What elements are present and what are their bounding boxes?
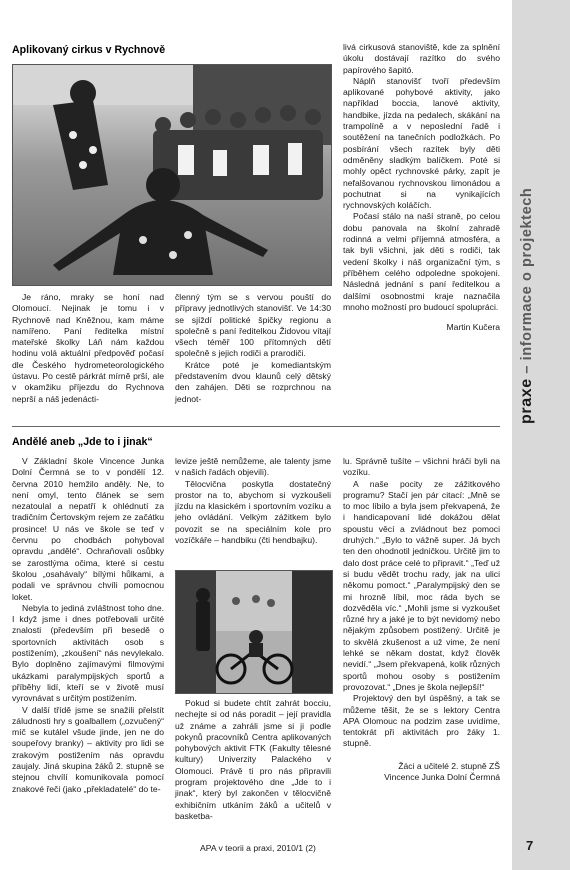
section-lead: praxe [518,378,535,425]
circus-photo-image [13,65,331,285]
article2-col2-p1: levize ještě nemůžeme, ale talenty jsme v našich řadách objevili). [175,456,331,478]
article2-title: Andělé aneb „Jde to i jinak“ [12,436,153,448]
article2-col3-p2: A naše pocity ze zážitkového programu? Stačí jen pár citací: „Mně se to moc líbilo a byla jsem překvapená, že i handicapovaní lidé dokážou dělat spoustu věcí a zvládnout bez pomoci druhých.“ „Bylo to vážně super. Já bych ten den ohodnotil jedničkou. Určitě jim to dalo dost práce celé to připravit.“ „Teď už si budu vědět trochu rady, jak na ulici někomu pomoct.“ „Paralympijský den se mi hrozně líbil, moc ráda bych se dozvěděla víc.“ „Mohli jsme si vyzkoušet různé hry a jaké je to být nevidomý nebo nějakým způsobem postižený. Určitě je to skvělá zkušenost a už vime, že není lehké se někam dostat, když člověk nevidí.“ „Jsem překvapená, kolik různých sportů mohou osoby s postižením provozovat.“ „Dnes je škola nejlepší!“ [343,478,500,692]
article2-column3 [343,456,500,783]
article2-col3-p3: Projektový den byl úspěšný, a tak se můžeme těšit, že se s lektory Centra APA Olomouc na podzim zase uvidíme, tentokrát při aktivitách pro žáky 1. stupně. [343,693,500,749]
article1-author: Martin Kučera [446,322,500,333]
article2-column2-bottom [175,698,331,822]
article1-column1 [12,292,164,405]
article2-col3-p1: lu. Správně tušíte – všichni hráči byli na vozíku. [343,456,500,478]
section-label [518,186,564,426]
article1-col3-p1: livá cirkusová stanoviště, kde za splnění úkolu dostávají razítko do svého papírového šapitó. [343,42,500,75]
section-rest: – informace o projektech [519,187,535,379]
article2-col2-p2: Tělocvična poskytla dostatečný prostor na to, abychom si vyzkoušeli jízdu na klasickém i sportovním vozíku a jeho ovládání. Velkým zážitkem bylo povozit se na speciálním kole pro vozíčkáře – handbiku (čti hendbajku). [175,478,331,546]
circus-photo [12,64,332,286]
article1-col3-p2: Náplň stanovišť tvoří především aplikované pohybové aktivity, jako například boccia, lanové aktivity, handbike, jízda na pedalech, skákání na trampolíně a v neposlední řadě i soutěžení na tanečních podložkách. Po posbírání všech razítek byly děti odměněny sladkým balíčkem. Poté si mohly opěct rychnovské párky, zapít je nefalšovanou rychnovskou limonádou a pochutnat si na vynikajících rychnovských koláčích. [343,75,500,211]
journal-footer: APA v teorii a praxi, 2010/1 (2) [200,843,316,853]
article1-col1-p1: Je ráno, mraky se honí nad Olomoucí. Nejinak je tomu i v Rychnově nad Kněžnou, kam máme namířeno. Paní ředitelka místní mateřské školky Láň nám každou hodinu volá aktuální předpověď počasí dle Českého hydrometeorologického ústavu. Po cestě párkrát mírně prší, ale v okamžiku příjezdu do Rychnova neprší a náš jedenácti- [12,292,164,404]
article1-col2-p1: členný tým se s vervou pouští do přípravy jednotlivých stanovišť. Ve 14:30 se sjíždí politické špičky regionu a společně s paní ředitelkou Židovou vítají všech téměř 100 přítomných dětí společně s jejich rodiči a prarodiči. [175,292,331,359]
article2-col1-p1: V Základní škole Vincence Junka Dolní Čermná se to v pondělí 12. června 2010 hemžilo anděly. Ne, to není omyl, tento článek se sem nezatoulal a nepatří k ohlédnutí za tradičním Čertovským rejem ze začátku prosince! U nás ve škole se teď v červnu po chodbách pohyboval opravdu „andělé“. Ochraňovali osůbky se zarostlýma očima, které si cestu školou „osahávaly“ bílými hůlkami, a podali ve správnou chvíli pomocnou loket. [12,456,164,602]
article2-column1 [12,456,164,795]
article2-col1-p2: Nebyla to jediná zvláštnost toho dne. I když jsme i dnes potřebovali určité znalosti (především při besedě o sportovních aktivitách osob s postižením), „zkoušení“ nás nevylekalo. Bylo doplněno zajímavými filmovými ukázkami paralympijských sportů a příběhy lidí, kteří se v životě musí vyrovnávat s určitým postižením. [12,602,164,704]
article2-signature-line1: Žáci a učitelé 2. stupně ZŠ [398,760,500,771]
article1-column2 [175,292,331,405]
handbike-photo-image [176,571,332,693]
article2-col1-p3: V další třídě jsme se snažili přelstít záludnosti hry s goalballem („ozvučený“ míč se kutálel všude jinde, jen ne do soupeřovy branky) – aktivity pro lidi se zrakovým postižením nás opravdu zaujaly. Jiná skupina žáků 2. stupně se stejnou chvílí komunikovala pomocí znakové řeči (jako „překladatelé“ do te- [12,704,164,794]
article2-column2-top [175,456,331,546]
article1-column3 [343,42,500,333]
handbike-photo [175,570,333,694]
article-divider [12,426,500,427]
article1-col2-p2: Krátce poté je komediantským představením dvou klaunů celý dětský den zahájen. Děti se rozprchnou na jednot- [175,359,331,404]
article2-signature-line2: Vincence Junka Dolní Čermná [384,772,500,783]
article1-title: Aplikovaný cirkus v Rychnově [12,44,166,56]
sidebar-band [512,0,570,870]
article1-col3-p3: Počasí stálo na naší straně, po celou dobu panovala na školní zahradě rodinná a velmi příjemná atmosféra, a tak byli všichni, jak děti s rodiči, tak vedení školky i náš organizační tým, s příběhem celého odpoledne spokojeni. Následná jednání s paní ředitelkou a dalšími osobnostmi kraje naznačila mnoho možností pro budoucí spolupráci. [343,211,500,312]
page-number: 7 [526,838,534,853]
article2-col2-p3: Pokud si budete chtít zahrát bocciu, nechejte si od nás poradit – její pravidla už známe a zahráli jsme si ji podle pokynů pracovníků Centra aplikovaných pohybových aktivit FTK (Fakulty tělesné kultury) Univerzity Palackého v Olomouci. Právě ti pro nás připravili program projektového dne „Jde to i jinak“, který byl zakončen v tělocvičně exhibičním utkáním žáků a učitelů v basketba- [175,698,331,821]
